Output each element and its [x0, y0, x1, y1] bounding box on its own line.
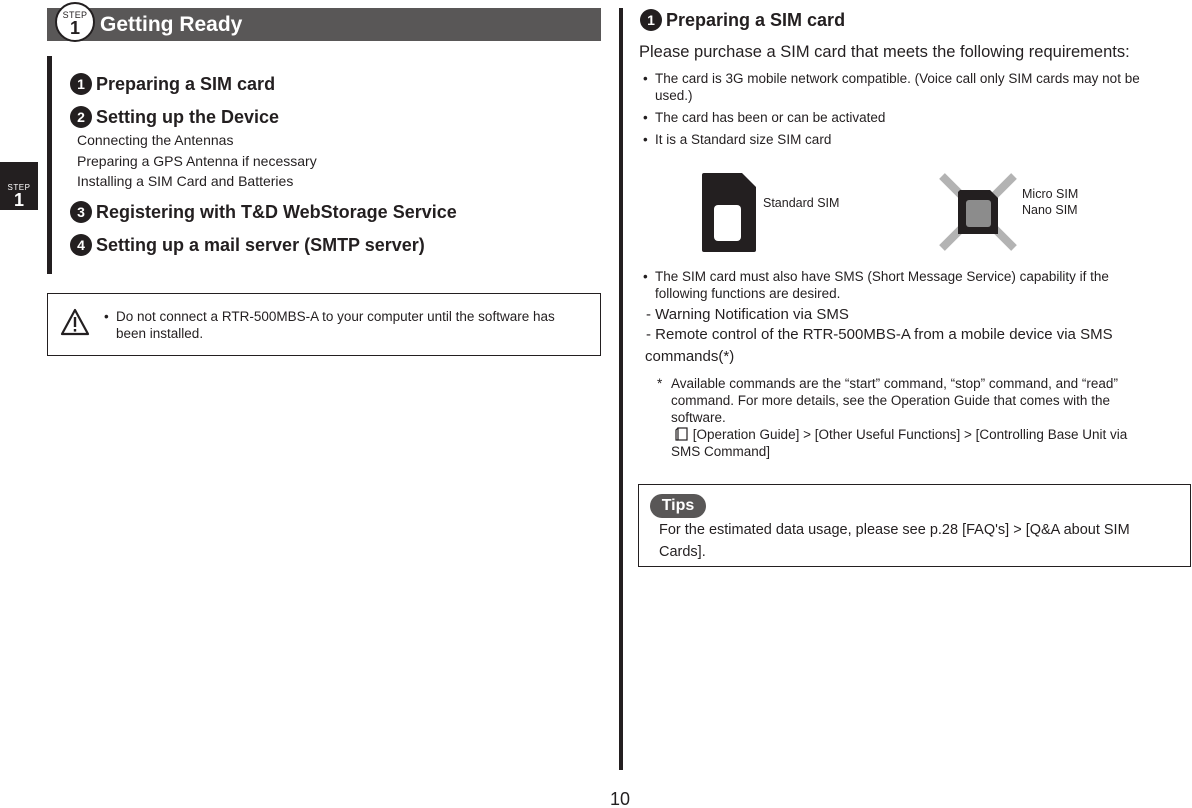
side-tab-word: STEP: [7, 183, 31, 192]
tips-text: [659, 519, 1179, 563]
side-tab-number: 1: [13, 190, 24, 210]
requirement-line: used.): [655, 88, 693, 103]
nano-sim-label: Nano SIM: [1022, 203, 1078, 217]
tips-badge: Tips: [650, 494, 706, 518]
footnote-line: command. For more details, see the Operation Guide that comes with the: [671, 393, 1110, 408]
step-badge-number: 1: [69, 18, 80, 38]
bullet: •: [643, 110, 648, 125]
sms-function: commands(*): [645, 348, 735, 365]
warning-icon: [60, 308, 90, 336]
caution-line: been installed.: [116, 326, 204, 341]
footnote-mark: *: [657, 376, 663, 391]
toc-item-2: [70, 106, 279, 128]
requirement-line: It is a Standard size SIM card: [655, 132, 832, 147]
tips-line: For the estimated data usage, please see p.28 [FAQ's] > [Q&A about SIM: [659, 522, 1130, 538]
toc-subitem: Preparing a GPS Antenna if necessary: [77, 153, 317, 169]
step-badge-word: STEP: [62, 10, 88, 20]
sms-function: - Warning Notification via SMS: [646, 306, 849, 323]
caution-line: Do not connect a RTR-500MBS-A to your computer until the software has: [116, 309, 555, 324]
tips-line: Cards].: [659, 544, 706, 560]
toc-subitem: Connecting the Antennas: [77, 132, 234, 148]
number-circle-icon: 1: [640, 9, 662, 31]
section-title: Preparing a SIM card: [666, 10, 846, 30]
step-header: [47, 8, 601, 41]
toc-item-title: Preparing a SIM card: [96, 74, 276, 94]
footnote-reference: [671, 426, 1181, 443]
bullet: •: [643, 132, 648, 147]
toc-item-3: [70, 201, 457, 223]
requirement-item: [643, 70, 1185, 104]
footnote-line: SMS Command]: [671, 444, 771, 459]
crossed-out-sim-icon: [938, 172, 1018, 252]
requirement-item: [643, 109, 1185, 126]
micro-sim-label: Micro SIM: [1022, 187, 1079, 201]
sms-line: The SIM card must also have SMS (Short Message Service) capability if the: [655, 269, 1109, 284]
number-circle-icon: 1: [70, 73, 92, 95]
toc-item-title: Setting up a mail server (SMTP server): [96, 235, 425, 255]
page-number: 10: [609, 789, 631, 808]
footnote-line: software.: [671, 410, 726, 425]
footnote: [657, 375, 1181, 460]
toc-item-4: [70, 234, 425, 256]
number-circle-icon: 2: [70, 106, 92, 128]
bullet: •: [104, 309, 109, 324]
footnote-reference-text: [Operation Guide] > [Other Useful Functions] > [Controlling Base Unit via: [692, 427, 1128, 442]
sms-line: following functions are desired.: [655, 286, 841, 301]
requirement-line: The card has been or can be activated: [655, 110, 886, 125]
step-badge: [55, 2, 95, 42]
number-circle-icon: 4: [70, 234, 92, 256]
manual-book-icon: [675, 427, 689, 441]
sms-requirement: [643, 268, 1185, 302]
toc-item-1: [70, 73, 275, 95]
bullet: •: [643, 71, 648, 86]
number-circle-icon: 3: [70, 201, 92, 223]
toc-item-title: Setting up the Device: [96, 107, 280, 127]
step-contents-list: [47, 56, 601, 274]
section-intro: Please purchase a SIM card that meets the following requirements:: [639, 43, 1130, 61]
toc-item-title: Registering with T&D WebStorage Service: [96, 202, 457, 222]
footnote-line: Available commands are the “start” command, “stop” command, and “read”: [671, 376, 1118, 391]
tips-box: [638, 484, 1191, 567]
step-title: Getting Ready: [100, 13, 243, 36]
bullet: •: [643, 269, 648, 284]
caution-text: [104, 308, 598, 342]
caution-box: [47, 293, 601, 356]
requirement-line: The card is 3G mobile network compatible. (Voice call only SIM cards may not be: [655, 71, 1140, 86]
toc-subitem: Installing a SIM Card and Batteries: [77, 173, 294, 189]
sim-card-icon: [702, 173, 756, 252]
sms-function: - Remote control of the RTR-500MBS-A from a mobile device via SMS: [646, 326, 1113, 343]
requirement-item: [643, 131, 1185, 148]
column-divider: [619, 8, 623, 770]
standard-sim-label: Standard SIM: [763, 196, 840, 210]
side-step-tab: [0, 162, 38, 210]
small-sim-labels: [1022, 186, 1078, 218]
section-heading: [640, 9, 845, 31]
